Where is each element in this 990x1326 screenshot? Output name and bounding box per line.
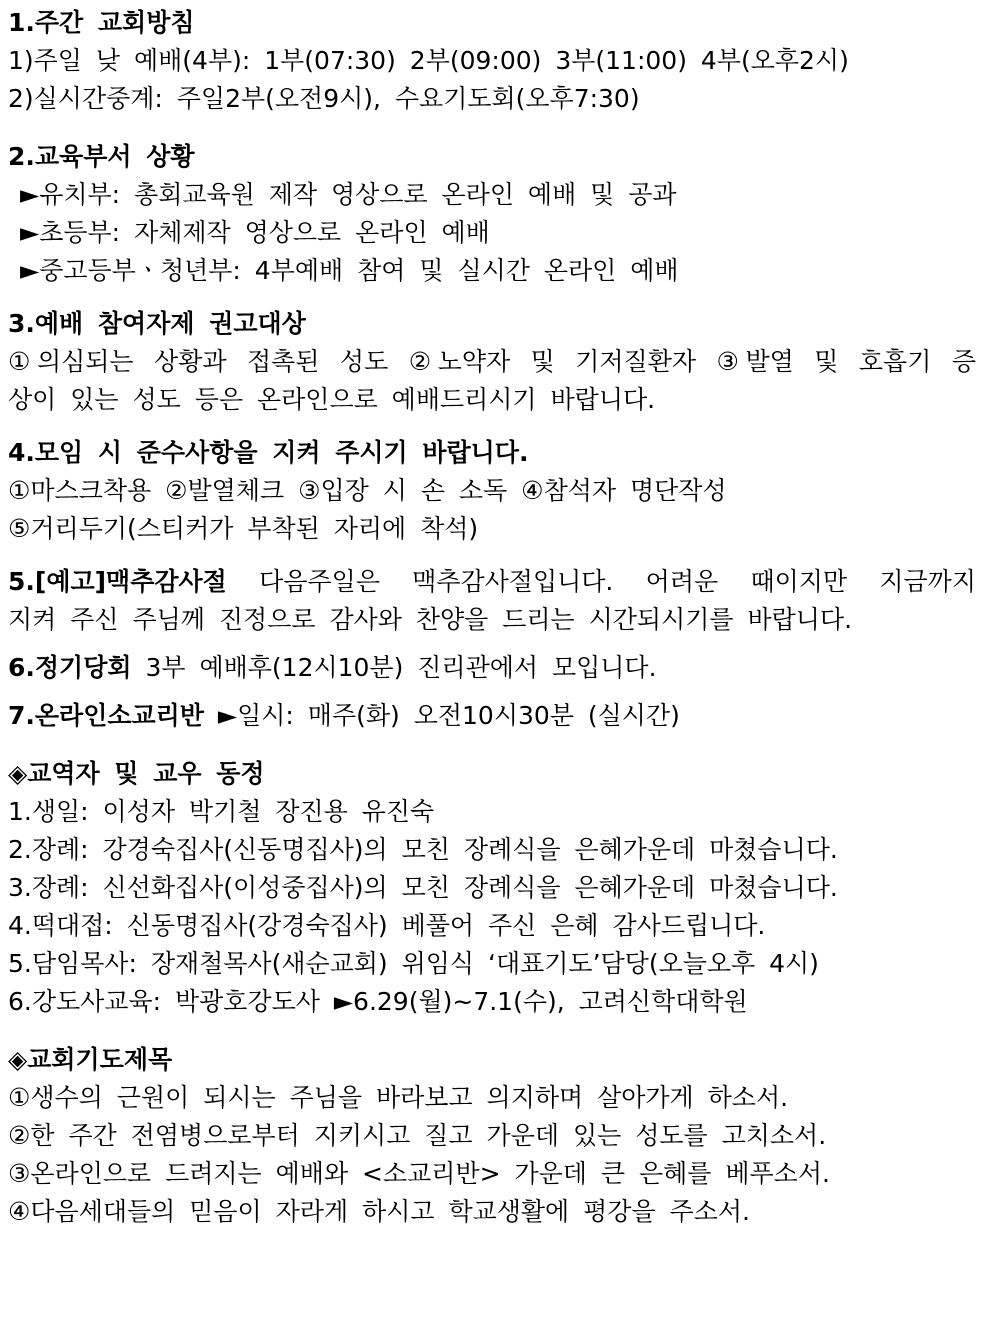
section-title: 6.정기당회 [8, 653, 132, 682]
section-worship-restraint [8, 305, 976, 419]
list-item: ③온라인으로 드려지는 예배와 <소교리반> 가운데 큰 은혜를 베푸소서. [8, 1159, 830, 1188]
section-title: 2.교육부서 상황 [8, 142, 195, 171]
list-item: ①생수의 근원이 되시는 주님을 바라보고 의지하며 살아가게 하소서. [8, 1083, 789, 1112]
section-meeting-rules [8, 434, 976, 548]
section-title: 1.주간 교회방침 [8, 8, 195, 37]
section-title: 7.온라인소교리반 [8, 701, 204, 730]
section-line: ①마스크착용 ②발열체크 ③입장 시 손 소독 ④참석자 명단작성 [8, 476, 727, 505]
list-item: ②한 주간 전염병으로부터 지키시고 질고 가운데 있는 성도를 고치소서. [8, 1121, 827, 1150]
section-line: 상이 있는 성도 등은 온라인으로 예배드리시기 바랍니다. [8, 385, 656, 414]
section-line: ►초등부: 자체제작 영상으로 온라인 예배 [20, 218, 490, 247]
section-line: 2)실시간중계: 주일2부(오전9시), 수요기도회(오후7:30) [8, 84, 640, 113]
section-line: ①의심되는 상황과 접촉된 성도 ②노약자 및 기저질환자 ③발열 및 호흡기 증 [8, 347, 976, 376]
section-church-policy [8, 4, 976, 118]
section-title: 4.모임 시 준수사항을 지켜 주시기 바랍니다. [8, 438, 529, 467]
section-text: 3부 예배후(12시10분) 진리관에서 모입니다. [145, 653, 657, 682]
section-online-catechism [8, 697, 976, 735]
list-item: 4.떡대접: 신동명집사(강경숙집사) 베풀어 주신 은혜 감사드립니다. [8, 911, 766, 940]
list-item: 2.장례: 강경숙집사(신동명집사)의 모친 장례식을 은혜가운데 마쳤습니다. [8, 835, 838, 864]
section-line: ►유치부: 총회교육원 제작 영상으로 온라인 예배 및 공과 [20, 180, 677, 209]
section-line: 지켜 주신 주님께 진정으로 감사와 찬양을 드리는 시간되시기를 바랍니다. [8, 605, 853, 634]
section-title: 3.예배 참여자제 권고대상 [8, 309, 306, 338]
section-text: ►일시: 매주(화) 오전10시30분 (실시간) [217, 701, 680, 730]
section-member-news [8, 755, 976, 1021]
section-line [8, 649, 976, 687]
section-text: 다음주일은 맥추감사절입니다. 어려운 때이지만 지금까지 [259, 567, 976, 596]
list-item: 6.강도사교육: 박광호강도사 ►6.29(월)~7.1(수), 고려신학대학원 [8, 987, 748, 1016]
section-line [8, 697, 976, 735]
section-line: ►중고등부ㆍ청년부: 4부예배 참여 및 실시간 온라인 예배 [20, 256, 679, 285]
section-title: 5.[예고]맥추감사절 [8, 567, 227, 596]
list-item: 1.생일: 이성자 박기철 장진용 유진숙 [8, 797, 435, 826]
section-title: ◈교역자 및 교우 동정 [8, 759, 265, 788]
section-title: ◈교회기도제목 [8, 1045, 173, 1074]
section-education [8, 138, 976, 290]
section-line: 1)주일 낮 예배(4부): 1부(07:30) 2부(09:00) 3부(11:00) 4부(오후2시) [8, 46, 849, 75]
section-session-meeting [8, 649, 976, 687]
list-item: ④다음세대들의 믿음이 자라게 하시고 학교생활에 평강을 주소서. [8, 1197, 750, 1226]
section-thanksgiving-notice [8, 563, 976, 639]
section-prayer-topics [8, 1041, 976, 1231]
list-item: 3.장례: 신선화집사(이성중집사)의 모친 장례식을 은혜가운데 마쳤습니다. [8, 873, 838, 902]
section-line: ⑤거리두기(스티커가 부착된 자리에 착석) [8, 514, 479, 543]
list-item: 5.담임목사: 장재철목사(새순교회) 위임식 ‘대표기도’담당(오늘오후 4시) [8, 949, 819, 978]
section-line [8, 563, 976, 601]
